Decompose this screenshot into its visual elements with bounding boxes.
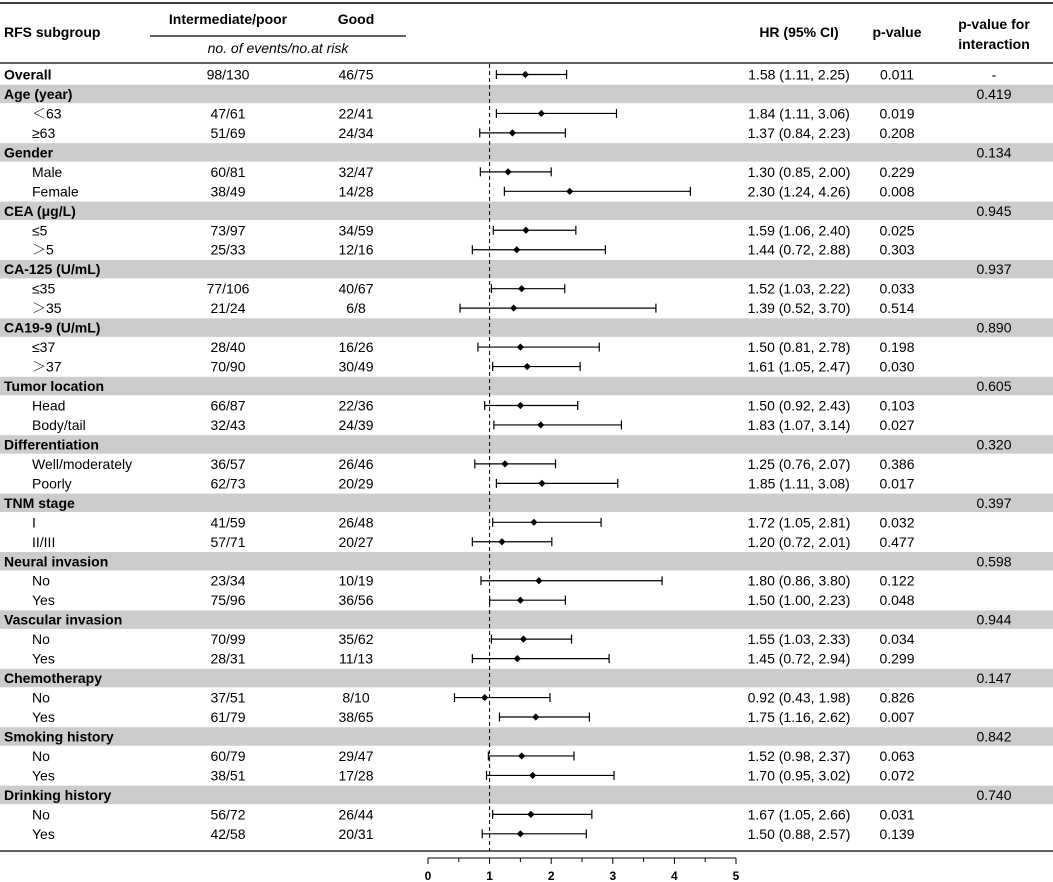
table-rows — [4, 67, 1012, 842]
group-band — [0, 494, 1053, 512]
hr-ci-text: 1.84 (1.11, 3.06) — [748, 105, 850, 122]
group2-events: 20/31 — [338, 825, 374, 842]
group-band — [0, 727, 1053, 745]
pvalue-text: 0.008 — [879, 183, 915, 200]
subgroup-label: No — [32, 806, 50, 823]
group-band — [0, 202, 1053, 220]
group1-events: 42/58 — [210, 825, 246, 842]
group2-events: 46/75 — [338, 66, 374, 83]
pvalue-text: 0.477 — [879, 533, 915, 550]
interaction-pvalue: 0.320 — [976, 436, 1012, 453]
hr-ci-text: 1.52 (1.03, 2.22) — [747, 280, 851, 297]
subgroup-label: ≤35 — [32, 280, 56, 297]
interaction-pvalue: 0.937 — [976, 261, 1012, 278]
group2-events: 17/28 — [338, 767, 374, 784]
hr-point — [538, 110, 545, 117]
group2-events: 24/34 — [338, 124, 374, 141]
hr-point — [522, 71, 529, 78]
group2-events: 26/48 — [338, 514, 374, 531]
group-band — [0, 552, 1053, 570]
group-label: CA-125 (U/mL) — [4, 261, 101, 278]
hr-ci-text: 1.25 (0.76, 2.07) — [747, 455, 851, 472]
group1-events: 38/49 — [210, 183, 246, 200]
group-band — [0, 260, 1053, 278]
subgroup-label: I — [32, 514, 36, 531]
pvalue-text: 0.514 — [879, 300, 915, 317]
hr-point — [532, 713, 539, 720]
group1-events: 37/51 — [210, 689, 246, 706]
subgroup-label: ≤37 — [32, 339, 56, 356]
hr-ci-text: 1.59 (1.06, 2.40) — [747, 222, 851, 239]
pvalue-text: 0.103 — [879, 397, 915, 414]
interaction-pvalue: 0.147 — [976, 670, 1012, 687]
pvalue-text: 0.034 — [879, 631, 915, 648]
group1-events: 98/130 — [206, 66, 250, 83]
subgroup-label: Male — [32, 163, 63, 180]
header-interaction-line1: p-value for — [958, 16, 1030, 32]
x-tick-label: 5 — [732, 869, 740, 882]
group2-events: 34/59 — [338, 222, 374, 239]
subgroup-label: ＞35 — [32, 300, 62, 317]
hr-point — [522, 227, 529, 234]
group1-events: 66/87 — [210, 397, 246, 414]
hr-ci-text: 1.58 (1.11, 2.25) — [748, 66, 850, 83]
group2-events: 29/47 — [338, 747, 374, 764]
hr-ci-text: 2.30 (1.24, 4.26) — [747, 183, 851, 200]
group2-events: 30/49 — [338, 358, 374, 375]
hr-point — [524, 363, 531, 370]
hr-point — [527, 811, 534, 818]
group-label: CA19-9 (U/mL) — [4, 319, 101, 336]
group1-events: 51/69 — [210, 124, 246, 141]
pvalue-text: 0.198 — [879, 339, 915, 356]
subgroup-label: Female — [32, 183, 79, 200]
hr-point — [510, 305, 517, 312]
pvalue-text: 0.303 — [879, 241, 915, 258]
interaction-pvalue: 0.944 — [976, 611, 1012, 628]
group1-events: 70/90 — [210, 358, 246, 375]
hr-ci-text: 1.85 (1.11, 3.08) — [748, 475, 850, 492]
header-pvalue: p-value — [872, 24, 922, 40]
group2-events: 14/28 — [338, 183, 374, 200]
subgroup-label: No — [32, 631, 50, 648]
group2-events: 40/67 — [338, 280, 374, 297]
interaction-pvalue: 0.945 — [976, 202, 1012, 219]
x-tick-label: 2 — [547, 869, 555, 882]
header-subgroup: RFS subgroup — [4, 24, 101, 40]
hr-point — [517, 597, 524, 604]
pvalue-text: 0.007 — [879, 709, 915, 726]
pvalue-text: 0.031 — [879, 806, 915, 823]
group-band — [0, 318, 1053, 336]
group1-events: 32/43 — [210, 416, 246, 433]
x-tick-label: 1 — [486, 869, 493, 882]
hr-point — [529, 772, 536, 779]
group-label: CEA (μg/L) — [4, 202, 76, 219]
group2-events: 12/16 — [338, 241, 374, 258]
subgroup-label: II/III — [32, 533, 56, 550]
hr-point — [498, 538, 505, 545]
hr-point — [517, 830, 524, 837]
header-hr: HR (95% CI) — [759, 24, 839, 40]
subgroup-label: Body/tail — [32, 416, 86, 433]
pvalue-text: 0.386 — [879, 455, 915, 472]
hr-point — [538, 480, 545, 487]
hr-ci-text: 1.50 (1.00, 2.23) — [747, 592, 851, 609]
group-label: Smoking history — [4, 728, 114, 745]
hr-ci-text: 1.75 (1.16, 2.62) — [747, 709, 851, 726]
interaction-pvalue: 0.134 — [976, 144, 1012, 161]
subgroup-label: ≤5 — [32, 222, 48, 239]
group-band — [0, 377, 1053, 395]
hr-point — [513, 246, 520, 253]
pvalue-text: 0.027 — [879, 416, 915, 433]
header-group1: Intermediate/poor — [168, 11, 288, 27]
group2-events: 6/8 — [346, 300, 366, 317]
group-band — [0, 143, 1053, 161]
pvalue-text: 0.139 — [879, 825, 915, 842]
hr-ci-text: 1.70 (0.95, 3.02) — [747, 767, 851, 784]
hr-point — [520, 636, 527, 643]
interaction-pvalue: 0.740 — [976, 786, 1012, 803]
hr-ci-text: 1.39 (0.52, 3.70) — [747, 300, 851, 317]
group2-events: 38/65 — [338, 709, 374, 726]
group-band — [0, 85, 1053, 103]
subgroup-label: Yes — [32, 767, 55, 784]
group1-events: 36/57 — [210, 455, 246, 472]
subgroup-label: ＞5 — [32, 241, 54, 258]
hr-ci-text: 1.30 (0.85, 2.00) — [747, 163, 851, 180]
hr-point — [518, 752, 525, 759]
group1-events: 38/51 — [210, 767, 246, 784]
pvalue-text: 0.122 — [879, 572, 915, 589]
x-tick-label: 3 — [609, 869, 617, 882]
group-label: Differentiation — [4, 436, 99, 453]
group1-events: 41/59 — [210, 514, 246, 531]
interaction-pvalue: 0.605 — [976, 378, 1012, 395]
subgroup-label: Poorly — [32, 475, 72, 492]
group2-events: 22/36 — [338, 397, 374, 414]
hr-ci-text: 1.67 (1.05, 2.66) — [747, 806, 851, 823]
header-interaction-line2: interaction — [958, 36, 1030, 52]
hr-point — [514, 655, 521, 662]
hr-ci-text: 1.50 (0.81, 2.78) — [747, 339, 851, 356]
hr-ci-text: 1.45 (0.72, 2.94) — [747, 650, 851, 667]
group2-events: 35/62 — [338, 631, 374, 648]
interaction-pvalue: 0.598 — [976, 553, 1012, 570]
pvalue-text: 0.229 — [879, 163, 915, 180]
group1-events: 56/72 — [210, 806, 246, 823]
subgroup-label: No — [32, 747, 50, 764]
pvalue-text: 0.063 — [879, 747, 915, 764]
hr-ci-text: 1.61 (1.05, 2.47) — [747, 358, 851, 375]
header-group2: Good — [337, 11, 375, 27]
hr-ci-text: 1.83 (1.07, 3.14) — [747, 416, 851, 433]
group1-events: 47/61 — [210, 105, 246, 122]
hr-ci-text: 1.52 (0.98, 2.37) — [747, 747, 851, 764]
subgroup-label: No — [32, 689, 50, 706]
pvalue-text: 0.019 — [879, 105, 915, 122]
group1-events: 28/40 — [210, 339, 246, 356]
pvalue-text: 0.048 — [879, 592, 915, 609]
hr-ci-text: 1.50 (0.92, 2.43) — [747, 397, 851, 414]
subgroup-label: Yes — [32, 592, 55, 609]
x-tick-label: 0 — [424, 869, 432, 882]
hr-point — [509, 129, 516, 136]
group-label: Tumor location — [4, 378, 105, 395]
group2-events: 32/47 — [338, 163, 374, 180]
hr-ci-text: 1.80 (0.86, 3.80) — [747, 572, 851, 589]
group-label: Gender — [4, 144, 54, 161]
group2-events: 24/39 — [338, 416, 374, 433]
group2-events: 36/56 — [338, 592, 374, 609]
pvalue-text: 0.030 — [879, 358, 915, 375]
hr-point — [566, 188, 573, 195]
pvalue-text: 0.025 — [879, 222, 915, 239]
group2-events: 20/29 — [338, 475, 374, 492]
group1-events: 62/73 — [210, 475, 246, 492]
hr-point — [535, 577, 542, 584]
pvalue-text: 0.299 — [879, 650, 915, 667]
pvalue-text: 0.011 — [880, 66, 914, 83]
subgroup-label: ≥63 — [32, 124, 56, 141]
pvalue-text: 0.072 — [879, 767, 915, 784]
group2-events: 8/10 — [342, 689, 370, 706]
header-subheader: no. of events/no.at risk — [207, 40, 349, 56]
group-label: Age (year) — [4, 85, 73, 102]
hr-ci-text: 1.44 (0.72, 2.88) — [747, 241, 851, 258]
subgroup-label: ＞37 — [32, 358, 62, 375]
group1-events: 75/96 — [210, 592, 246, 609]
hr-point — [501, 460, 508, 467]
group1-events: 60/79 — [210, 747, 246, 764]
pvalue-text: 0.208 — [879, 124, 915, 141]
x-tick-label: 4 — [671, 869, 678, 882]
hr-ci-text: 1.55 (1.03, 2.33) — [747, 631, 851, 648]
pvalue-text: 0.826 — [879, 689, 915, 706]
group-label: Chemotherapy — [4, 670, 103, 687]
interaction-pvalue: 0.842 — [976, 728, 1012, 745]
hr-ci-text: 1.72 (1.05, 2.81) — [747, 514, 851, 531]
interaction-pvalue: 0.419 — [976, 85, 1012, 102]
group1-events: 57/71 — [210, 533, 246, 550]
interaction-pvalue: 0.397 — [976, 494, 1012, 511]
group1-events: 77/106 — [206, 280, 250, 297]
group1-events: 70/99 — [210, 631, 246, 648]
group1-events: 60/81 — [210, 163, 246, 180]
group1-events: 21/24 — [210, 300, 246, 317]
group2-events: 16/26 — [338, 339, 374, 356]
subgroup-label: Yes — [32, 650, 55, 667]
subgroup-label: Well/moderately — [32, 455, 133, 472]
overall-label: Overall — [4, 66, 52, 83]
group1-events: 25/33 — [210, 241, 246, 258]
group-band — [0, 786, 1053, 804]
group1-events: 28/31 — [210, 650, 246, 667]
x-axis — [425, 858, 740, 882]
interaction-pvalue: 0.890 — [976, 319, 1012, 336]
group2-events: 11/13 — [339, 650, 373, 667]
group1-events: 23/34 — [210, 572, 246, 589]
group2-events: 26/46 — [338, 455, 374, 472]
hr-ci-text: 0.92 (0.43, 1.98) — [747, 689, 851, 706]
pvalue-text: 0.033 — [879, 280, 915, 297]
subgroup-label: Yes — [32, 709, 55, 726]
subgroup-label: ＜63 — [32, 105, 62, 122]
hr-point — [537, 421, 544, 428]
group1-events: 73/97 — [210, 222, 246, 239]
hr-point — [481, 694, 488, 701]
hr-ci-text: 1.50 (0.88, 2.57) — [747, 825, 851, 842]
hr-ci-text: 1.37 (0.84, 2.23) — [747, 124, 851, 141]
hr-ci-text: 1.20 (0.72, 2.01) — [747, 533, 851, 550]
group2-events: 26/44 — [338, 806, 374, 823]
group-label: TNM stage — [4, 494, 75, 511]
group-label: Neural invasion — [4, 553, 109, 570]
hr-point — [504, 168, 511, 175]
hr-point — [530, 519, 537, 526]
group-label: Vascular invasion — [4, 611, 123, 628]
group-label: Drinking history — [4, 786, 112, 803]
group-band — [0, 435, 1053, 453]
group2-events: 10/19 — [338, 572, 374, 589]
pvalue-text: 0.032 — [879, 514, 915, 531]
group2-events: 22/41 — [338, 105, 374, 122]
subgroup-label: Yes — [32, 825, 55, 842]
interaction-pvalue: - — [991, 66, 997, 83]
hr-point — [518, 285, 525, 292]
pvalue-text: 0.017 — [879, 475, 915, 492]
subgroup-label: Head — [32, 397, 66, 414]
group1-events: 61/79 — [210, 709, 246, 726]
group2-events: 20/27 — [338, 533, 374, 550]
hr-point — [517, 402, 524, 409]
subgroup-label: No — [32, 572, 50, 589]
hr-point — [517, 343, 524, 350]
group-band — [0, 669, 1053, 687]
group-band — [0, 610, 1053, 628]
